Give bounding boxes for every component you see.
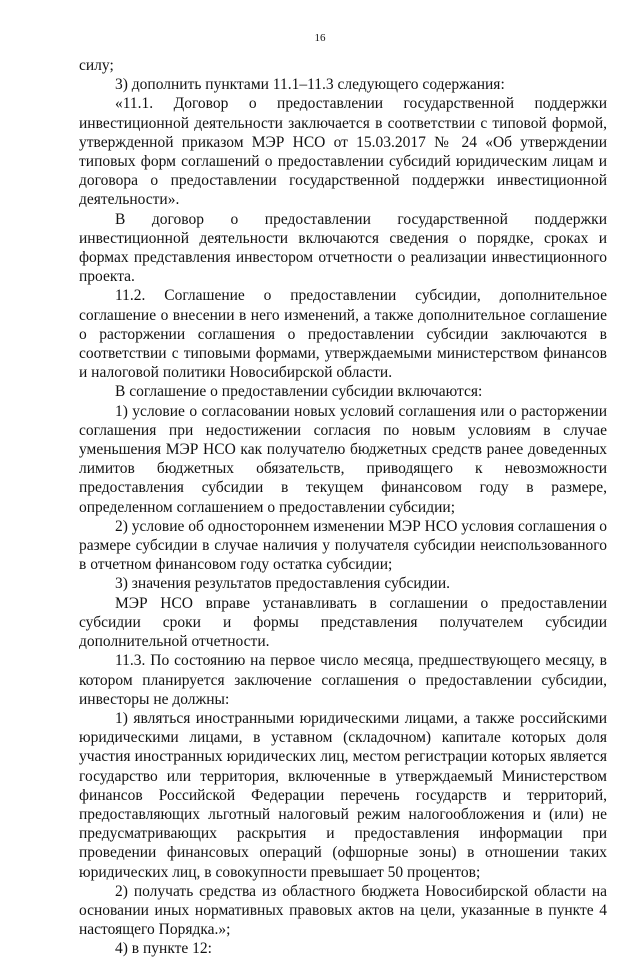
page-number: 16 — [314, 32, 326, 44]
paragraph-item-3: 3) дополнить пунктами 11.1–11.3 следующего содержания: — [115, 76, 505, 94]
paragraph-condition-3: 3) значения результатов предоставления субсидии. — [115, 575, 451, 593]
paragraph-11-2: 11.2. Соглашение о предоставлении субсидии, дополнительное соглашение о внесении в него изменений, а также дополнительное соглашение о расторжении соглашения о предоставлении субсидии заключаются в соответствии с типовыми формами, утверждаемыми министерством финансов и налоговой политики Новосибирской области. — [79, 287, 607, 382]
document-body — [79, 56, 607, 959]
paragraph-agreement-includes: В соглашение о предоставлении субсидии включаются: — [115, 383, 483, 401]
paragraph-continuation: силу; — [79, 57, 114, 74]
paragraph-11-1: «11.1. Договор о предоставлении государственной поддержки инвестиционной деятельности заключается в соответствии с типовой формой, утвержденной приказом МЭР НСО от 15.03.2017 № 24 «Об утверждении типовых форм соглашений о предоставлении субсидий юридическим лицам и договора о предоставлении государственной поддержки инвестиционной деятельности». — [79, 95, 607, 209]
paragraph-condition-2: 2) условие об одностороннем изменении МЭР НСО условия соглашения о размере субсидии в случае наличия у получателя субсидии неиспользованного в отчетном финансовом году остатка субсидии; — [79, 517, 607, 574]
paragraph-additional-reporting: МЭР НСО вправе устанавливать в соглашении о предоставлении субсидии сроки и формы представления получателем субсидии дополнительной отчетности. — [79, 594, 607, 651]
paragraph-requirement-1: 1) являться иностранными юридическими лицами, а также российскими юридическими лицами, в уставном (складочном) капитале которых доля участия иностранных юридических лиц, местом регистрации которых является государство или территория, включенные в утверждаемый Министерством финансов Российской Федерации перечень государств и территорий, предоставляющих льготный налоговый режим налогообложения и (или) не предусматривающих раскрытия и предоставления информации при проведении финансовых операций (офшорные зоны) в отношении таких юридических лиц, в совокупности превышает 50 процентов; — [79, 709, 607, 881]
paragraph-requirement-2: 2) получать средства из областного бюджета Новосибирской области на основании иных нормативных правовых актов на цели, указанные в пункте 4 настоящего Порядка.»; — [79, 882, 607, 939]
paragraph-11-3: 11.3. По состоянию на первое число месяца, предшествующего месяцу, в котором планируется заключение соглашения о предоставлении субсидии, инвесторы не должны: — [79, 652, 607, 708]
paragraph-item-4: 4) в пункте 12: — [115, 940, 212, 958]
paragraph-condition-1: 1) условие о согласовании новых условий соглашения или о расторжении соглашения при недостижении согласия по новым условиям в случае уменьшения МЭР НСО как получателю бюджетных средств ранее доведенных лимитов бюджетных обязательств, приводящего к невозможности предоставления субсидии в текущем финансовом году в размере, определенном соглашением о предоставлении субсидии; — [79, 402, 607, 516]
paragraph-investment-agreement: В договор о предоставлении государственной поддержки инвестиционной деятельности включаются сведения о порядке, сроках и формах представления инвестором отчетности о реализации инвестиционного проекта. — [79, 210, 607, 286]
